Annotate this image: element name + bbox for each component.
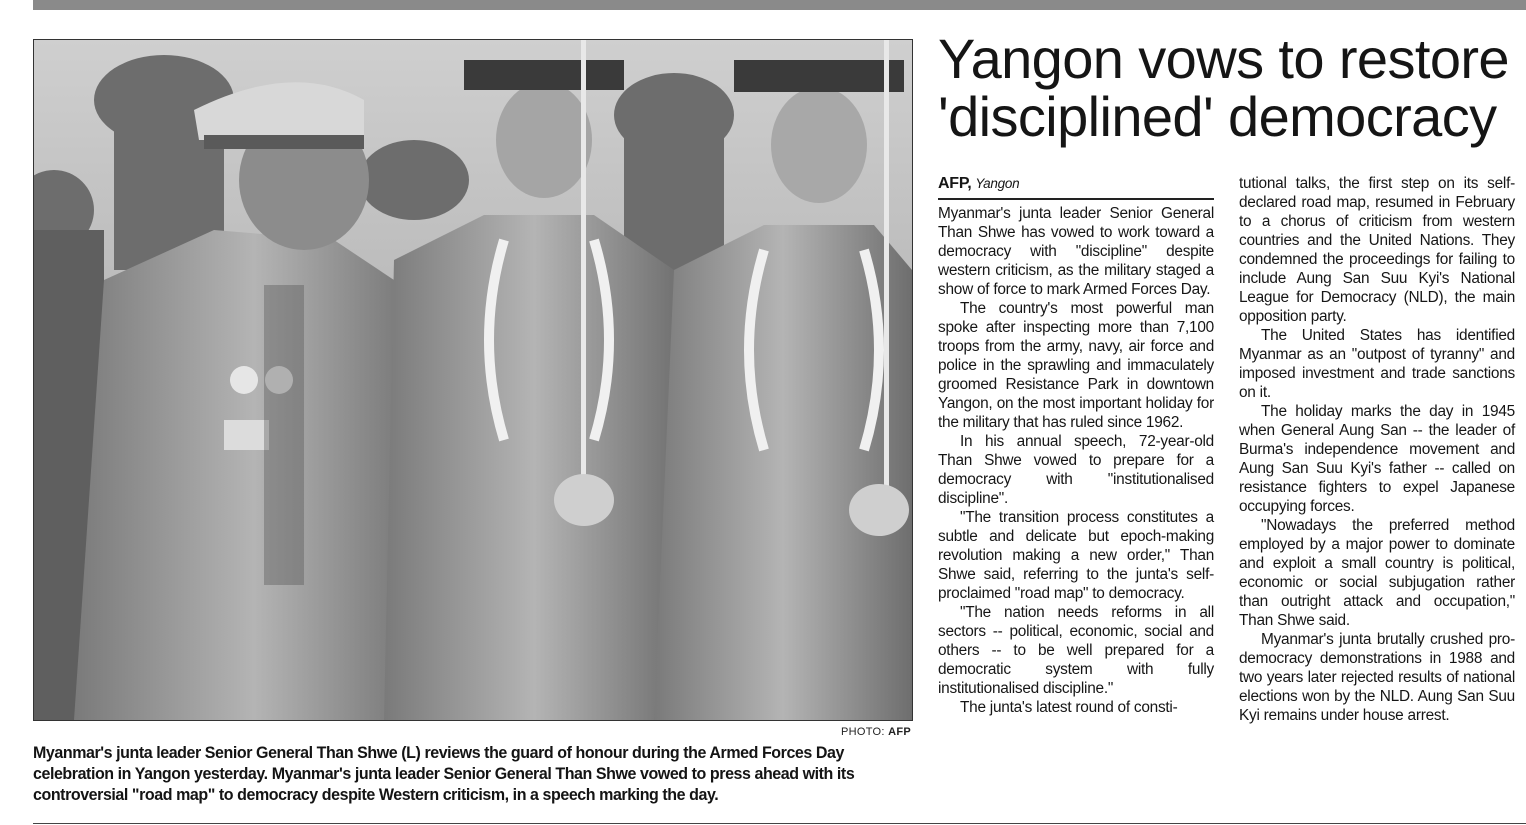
article-column-2: [1239, 174, 1515, 725]
paragraph: "The nation needs reforms in all sectors -- political, economic, social and others -- to be well prepared for a democratic system with fully institutionalised discipline.": [938, 604, 1214, 697]
paragraph: tutional talks, the first step on its self-declared road map, resumed in February to a chorus of criticism from western countries and the United Nations. They condemned the proceedings for failing to include Aung San Suu Kyi's National League for Democracy (NLD), the main opposition party.: [1239, 175, 1515, 325]
photo-credit: [800, 726, 911, 738]
paragraph: "The transition process constitutes a subtle and delicate but epoch-making revolution making a new order," Than Shwe said, referring to the junta's self-proclaimed "road map" to democracy.: [938, 509, 1214, 602]
paragraph: Myanmar's junta leader Senior General Than Shwe has vowed to work toward a democracy with "discipline" despite western criticism, as the military staged a show of force to mark Armed Forces Day.: [938, 205, 1214, 298]
headline: [938, 27, 1526, 148]
byline: [938, 174, 1214, 200]
article-column-1: [938, 174, 1214, 717]
paragraph: "Nowadays the preferred method employed by a major power to dominate and exploit a small country is political, economic or social subjugation rather than outright attack and occupation," Than Shwe said.: [1239, 517, 1515, 629]
paragraph: The United States has identified Myanmar as an "outpost of tyranny" and imposed investment and trade sanctions on it.: [1239, 327, 1515, 401]
headline-line-1: Yangon vows to restore: [938, 27, 1509, 90]
bottom-rule: [33, 823, 1526, 824]
photo-credit-label: PHOTO:: [840, 726, 885, 738]
byline-place: Yangon: [975, 176, 1020, 191]
headline-line-2: 'disciplined' democracy: [938, 85, 1497, 148]
photo-illustration: [34, 40, 912, 720]
top-rule: [33, 0, 1526, 10]
paragraph: The holiday marks the day in 1945 when General Aung San -- the leader of Burma's independence movement and Aung San Suu Kyi's father -- called on resistance fighters to expel Japanese occupying forces.: [1239, 403, 1515, 515]
news-photo: [33, 39, 913, 721]
paragraph: Myanmar's junta brutally crushed pro-democracy demonstrations in 1988 and two years later rejected results of national elections won by the NLD. Aung San Suu Kyi remains under house arrest.: [1239, 631, 1515, 724]
byline-agency: AFP,: [938, 175, 972, 192]
photo-credit-source: AFP: [888, 726, 911, 738]
photo-caption: Myanmar's junta leader Senior General Than Shwe (L) reviews the guard of honour during the Armed Forces Day celebration in Yangon yesterday. Myanmar's junta leader Senior General Than Shwe vowed to press ahead with its controversial "road map" to democracy despite Western criticism, in a speech marking the day.: [33, 743, 855, 804]
paragraph: In his annual speech, 72-year-old Than Shwe vowed to prepare for a democracy with "institutionalised discipline".: [938, 433, 1214, 507]
paragraph: The country's most powerful man spoke after inspecting more than 7,100 troops from the army, navy, air force and police in the sprawling and immaculately groomed Resistance Park in downtown Yangon, on the most important holiday for the military that has ruled since 1962.: [938, 300, 1214, 431]
paragraph: The junta's latest round of consti-: [960, 699, 1178, 716]
